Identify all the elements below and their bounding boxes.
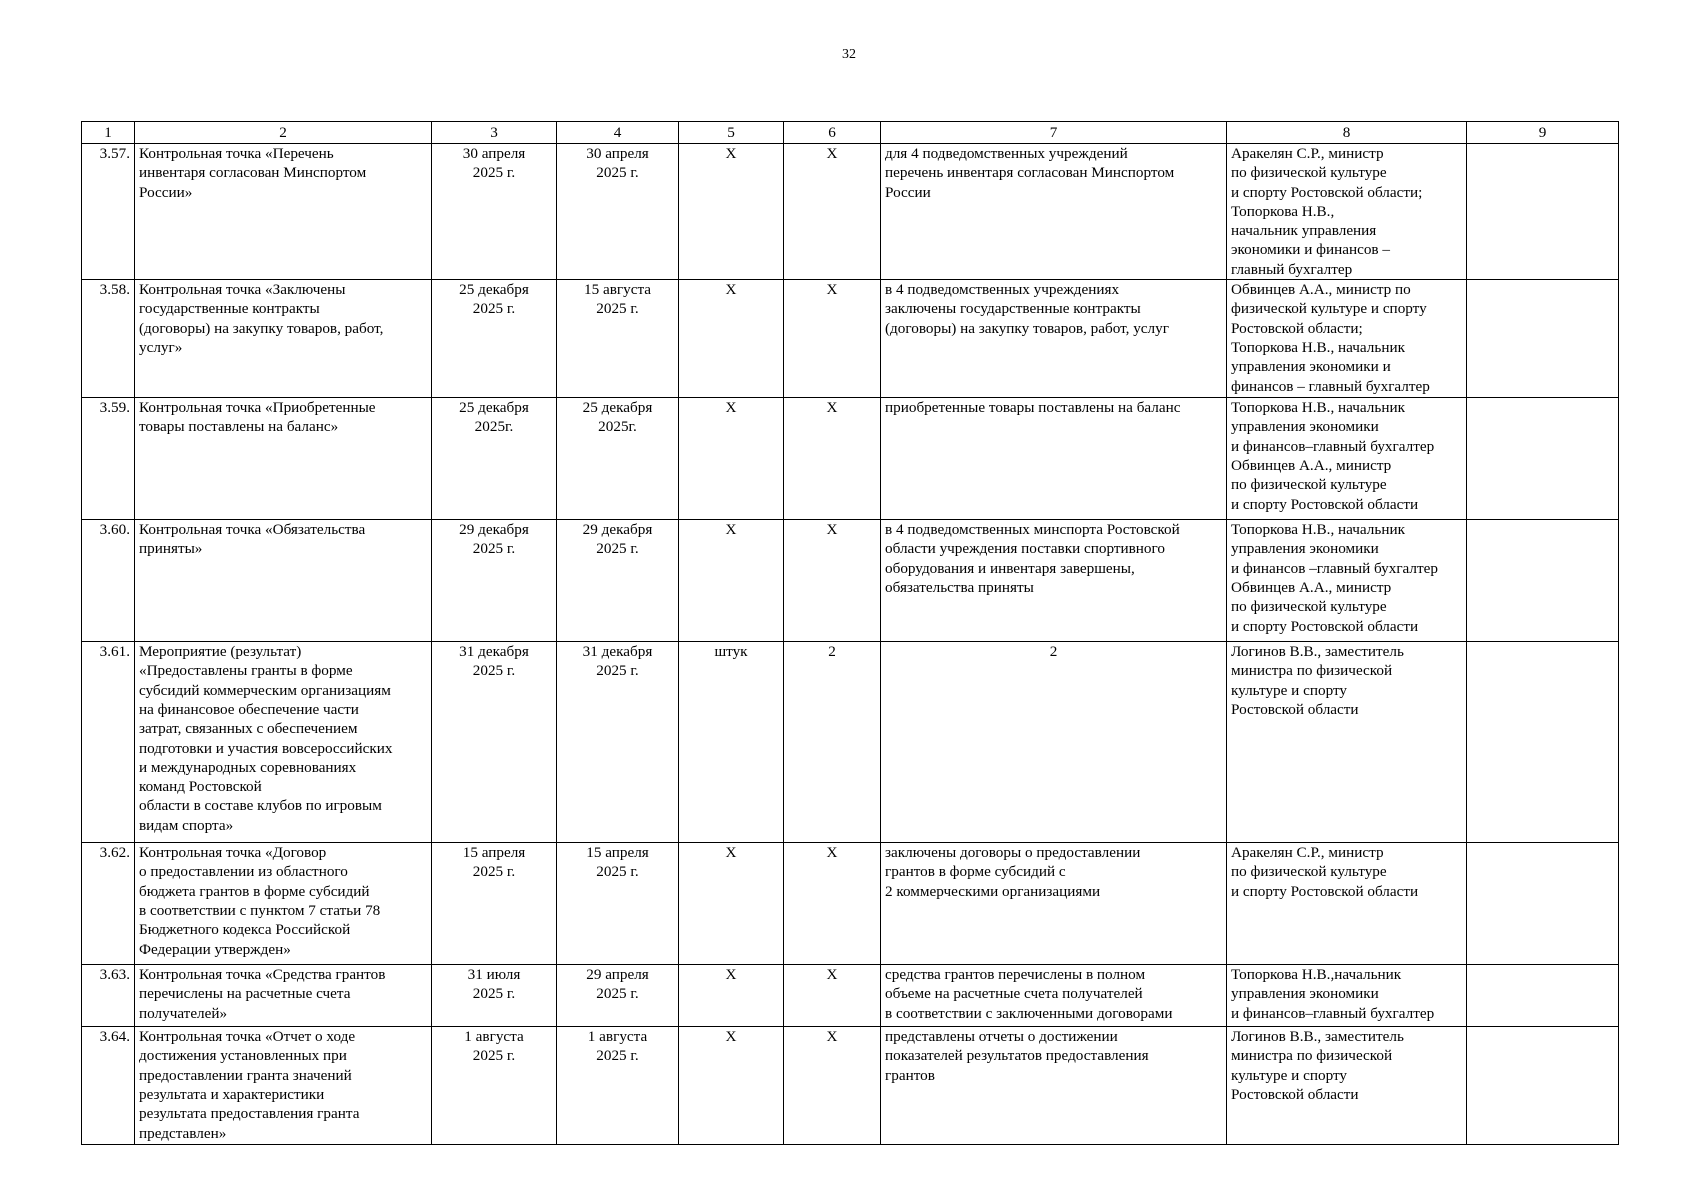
note [1467, 843, 1619, 965]
activity-name: Контрольная точка «Отчет о ходе достижения установленных при предоставлении гранта значений результата и характеристики результата предоставления гранта представлен» [135, 1027, 432, 1145]
row-number: 3.61. [82, 642, 135, 843]
result-description: для 4 подведомственных учреждений перечень инвентаря согласован Минспортом России [881, 144, 1227, 280]
activity-name: Контрольная точка «Перечень инвентаря согласован Минспортом России» [135, 144, 432, 280]
result-description: в 4 подведомственных минспорта Ростовской области учреждения поставки спортивного оборудования и инвентаря завершены, обязательства приняты [881, 520, 1227, 642]
column-header: 7 [881, 122, 1227, 144]
planned-value: Х [784, 144, 881, 280]
column-number-row [82, 122, 1619, 144]
responsible-person: Обвинцев А.А., министр по физической культуре и спорту Ростовской области; Топоркова Н.В., начальник управления экономики и финансов – главный бухгалтер [1227, 280, 1467, 398]
table-row [82, 965, 1619, 1027]
activity-name: Контрольная точка «Обязательства приняты» [135, 520, 432, 642]
unit-of-measure: Х [679, 398, 784, 520]
unit-of-measure: штук [679, 642, 784, 843]
row-number: 3.59. [82, 398, 135, 520]
start-date: 25 декабря 2025г. [432, 398, 557, 520]
table-row [82, 398, 1619, 520]
end-date: 15 апреля 2025 г. [557, 843, 679, 965]
end-date: 31 декабря 2025 г. [557, 642, 679, 843]
result-description: в 4 подведомственных учреждениях заключены государственные контракты (договоры) на закупку товаров, работ, услуг [881, 280, 1227, 398]
table-row [82, 280, 1619, 398]
responsible-person: Логинов В.В., заместитель министра по физической культуре и спорту Ростовской области [1227, 642, 1467, 843]
row-number: 3.58. [82, 280, 135, 398]
activity-name: Контрольная точка «Средства грантов перечислены на расчетные счета получателей» [135, 965, 432, 1027]
row-number: 3.63. [82, 965, 135, 1027]
planned-value: Х [784, 520, 881, 642]
start-date: 15 апреля 2025 г. [432, 843, 557, 965]
table-row [82, 520, 1619, 642]
column-header: 9 [1467, 122, 1619, 144]
note [1467, 642, 1619, 843]
column-header: 2 [135, 122, 432, 144]
column-header: 5 [679, 122, 784, 144]
table-row [82, 843, 1619, 965]
note [1467, 520, 1619, 642]
note [1467, 398, 1619, 520]
responsible-person: Аракелян С.Р., министр по физической культуре и спорту Ростовской области [1227, 843, 1467, 965]
unit-of-measure: Х [679, 1027, 784, 1145]
result-description: представлены отчеты о достижении показателей результатов предоставления грантов [881, 1027, 1227, 1145]
note [1467, 1027, 1619, 1145]
start-date: 31 декабря 2025 г. [432, 642, 557, 843]
end-date: 29 декабря 2025 г. [557, 520, 679, 642]
unit-of-measure: Х [679, 144, 784, 280]
activity-name: Контрольная точка «Приобретенные товары поставлены на баланс» [135, 398, 432, 520]
result-description: приобретенные товары поставлены на баланс [881, 398, 1227, 520]
activity-name: Контрольная точка «Заключены государственные контракты (договоры) на закупку товаров, работ, услуг» [135, 280, 432, 398]
table-row [82, 144, 1619, 280]
end-date: 25 декабря 2025г. [557, 398, 679, 520]
note [1467, 280, 1619, 398]
column-header: 1 [82, 122, 135, 144]
table-row [82, 642, 1619, 843]
row-number: 3.57. [82, 144, 135, 280]
planned-value: 2 [784, 642, 881, 843]
unit-of-measure: Х [679, 520, 784, 642]
page-number: 32 [842, 47, 856, 62]
table-row [82, 1027, 1619, 1145]
end-date: 15 августа 2025 г. [557, 280, 679, 398]
unit-of-measure: Х [679, 965, 784, 1027]
implementation-plan-table [81, 121, 1619, 1145]
result-description: заключены договоры о предоставлении грантов в форме субсидий с 2 коммерческими организациями [881, 843, 1227, 965]
note [1467, 144, 1619, 280]
planned-value: Х [784, 1027, 881, 1145]
note [1467, 965, 1619, 1027]
planned-value: Х [784, 280, 881, 398]
column-header: 3 [432, 122, 557, 144]
responsible-person: Топоркова Н.В., начальник управления экономики и финансов–главный бухгалтер Обвинцев А.А., министр по физической культуре и спорту Ростовской области [1227, 398, 1467, 520]
row-number: 3.60. [82, 520, 135, 642]
end-date: 1 августа 2025 г. [557, 1027, 679, 1145]
responsible-person: Логинов В.В., заместитель министра по физической культуре и спорту Ростовской области [1227, 1027, 1467, 1145]
result-description: средства грантов перечислены в полном объеме на расчетные счета получателей в соответствии с заключенными договорами [881, 965, 1227, 1027]
responsible-person: Топоркова Н.В.,начальник управления экономики и финансов–главный бухгалтер [1227, 965, 1467, 1027]
activity-name: Мероприятие (результат) «Предоставлены гранты в форме субсидий коммерческим организациям на финансовое обеспечение части затрат, связанных с обеспечением подготовки и участия вовсероссийских и международных соревнованиях команд Ростовской области в составе клубов по игровым видам спорта» [135, 642, 432, 843]
end-date: 29 апреля 2025 г. [557, 965, 679, 1027]
start-date: 1 августа 2025 г. [432, 1027, 557, 1145]
column-header: 8 [1227, 122, 1467, 144]
start-date: 30 апреля 2025 г. [432, 144, 557, 280]
column-header: 4 [557, 122, 679, 144]
unit-of-measure: Х [679, 843, 784, 965]
row-number: 3.62. [82, 843, 135, 965]
end-date: 30 апреля 2025 г. [557, 144, 679, 280]
start-date: 25 декабря 2025 г. [432, 280, 557, 398]
column-header: 6 [784, 122, 881, 144]
result-description: 2 [881, 642, 1227, 843]
planned-value: Х [784, 843, 881, 965]
planned-value: Х [784, 965, 881, 1027]
start-date: 29 декабря 2025 г. [432, 520, 557, 642]
row-number: 3.64. [82, 1027, 135, 1145]
planned-value: Х [784, 398, 881, 520]
unit-of-measure: Х [679, 280, 784, 398]
responsible-person: Аракелян С.Р., министр по физической культуре и спорту Ростовской области; Топоркова Н.В., начальник управления экономики и финансов – главный бухгалтер [1227, 144, 1467, 280]
activity-name: Контрольная точка «Договор о предоставлении из областного бюджета грантов в форме субсидий в соответствии с пунктом 7 статьи 78 Бюджетного кодекса Российской Федерации утвержден» [135, 843, 432, 965]
responsible-person: Топоркова Н.В., начальник управления экономики и финансов –главный бухгалтер Обвинцев А.А., министр по физической культуре и спорту Ростовской области [1227, 520, 1467, 642]
start-date: 31 июля 2025 г. [432, 965, 557, 1027]
